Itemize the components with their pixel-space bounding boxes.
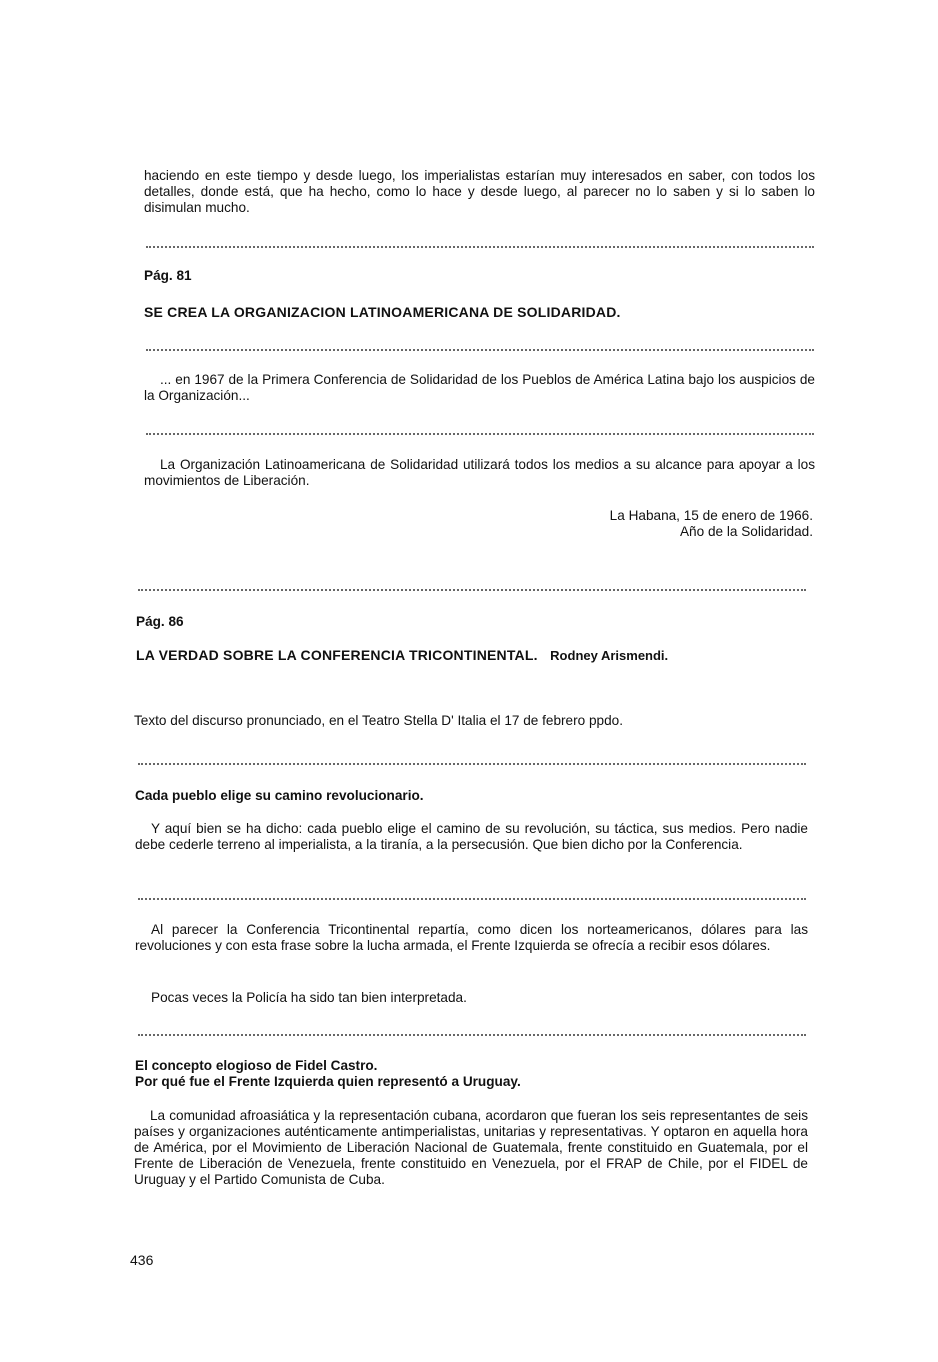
paragraph: La comunidad afroasiática y la representación cubana, acordaron que fueran los seis representantes de seis países y organizaciones auténticamente antimperialistas, unitarias y representativas. Y optaron en aquella hora de América, por el Movimiento de Liberación Nacional de Guatemala, frente constituido en Guatemala, por el Frente de Liberación de Venezuela, frente constituido en Venezuela, por el FRAP de Chile, por el FIDEL de Uruguay y el Partido Comunista de Cuba. (134, 1108, 808, 1187)
dotted-separator (138, 898, 806, 900)
paragraph: Y aquí bien se ha dicho: cada pueblo elige el camino de su revolución, su táctica, sus medios. Pero nadie debe cederle terreno al imperialista, a la tiranía, a la persecusión. Que bien dicho por la Conferencia. (135, 821, 808, 852)
page-reference: Pág. 81 (144, 268, 192, 283)
dotted-separator (146, 349, 814, 351)
page-reference: Pág. 86 (136, 614, 184, 629)
speech-intro: Texto del discurso pronunciado, en el Teatro Stella D' Italia el 17 de febrero ppdo. (134, 713, 624, 728)
author: Rodney Arismendi. (550, 648, 669, 663)
section-heading-row (136, 647, 816, 665)
dotted-separator (146, 433, 814, 435)
page-number: 436 (130, 1252, 154, 1268)
section-heading: SE CREA LA ORGANIZACION LATINOAMERICANA DE SOLIDARIDAD. (144, 304, 621, 320)
signature-block (400, 508, 813, 540)
dotted-separator (138, 763, 806, 765)
subheading-group (135, 1058, 521, 1090)
section-heading: LA VERDAD SOBRE LA CONFERENCIA TRICONTINENTAL. (136, 647, 538, 663)
paragraph: Al parecer la Conferencia Tricontinental repartía, como dicen los norteamericanos, dólares para las revoluciones y con esta frase sobre la lucha armada, el Frente Izquierda se ofrecía a recibir esos dólares. (135, 922, 808, 953)
paragraph: Pocas veces la Policía ha sido tan bien interpretada. (151, 990, 467, 1005)
year-motto: Año de la Solidaridad. (679, 524, 813, 539)
place-date: La Habana, 15 de enero de 1966. (609, 508, 813, 523)
dotted-separator (146, 246, 814, 248)
dotted-separator (138, 589, 806, 591)
dotted-separator (138, 1034, 806, 1036)
paragraph: ... en 1967 de la Primera Conferencia de Solidaridad de los Pueblos de América Latina bajo los auspicios de la Organización... (144, 372, 815, 403)
subheading: El concepto elogioso de Fidel Castro. (135, 1058, 378, 1073)
paragraph: La Organización Latinoamericana de Solidaridad utilizará todos los medios a su alcance para apoyar a los movimientos de Liberación. (144, 457, 815, 488)
subheading: Por qué fue el Frente Izquierda quien representó a Uruguay. (135, 1074, 521, 1089)
paragraph-intro: haciendo en este tiempo y desde luego, los imperialistas estarían muy interesados en saber, con todos los detalles, donde está, que ha hecho, como lo hace y desde luego, al parecer no lo saben y si lo saben lo disimulan mucho. (144, 168, 815, 215)
subheading: Cada pueblo elige su camino revolucionario. (135, 788, 424, 803)
